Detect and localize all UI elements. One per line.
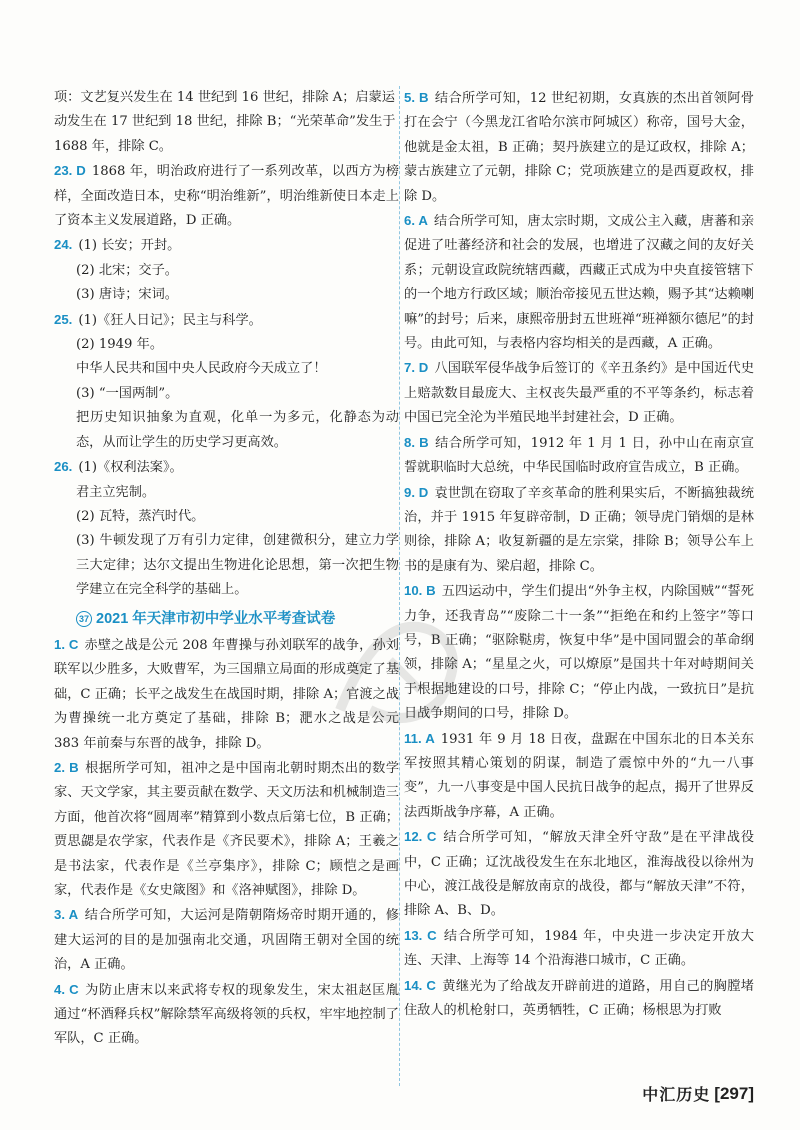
- question-number: 7. D: [404, 360, 429, 376]
- question-number: 1. C: [54, 636, 79, 652]
- answer-text: 1931 年 9 月 18 日夜，盘踞在中国东北的日本关东军按照其精心策划的阴谋，制造了震惊中外的“九一八事变”，九一八事变是中国人民抗日战争的起点，揭开了世界反法西斯战争序幕，A 正确。: [404, 731, 754, 820]
- question-number: 3. A: [54, 907, 79, 923]
- answer-item: [404, 209, 754, 356]
- answer-sub-item: 君主立宪制。: [76, 484, 156, 500]
- answer-text: 为防止唐末以来武将专权的现象发生，宋太祖赵匡胤通过“杯酒释兵权”解除禁军高级将领的兵权，牢牢地控制了军队，C 正确。: [54, 982, 400, 1047]
- question-number: 25.: [54, 311, 73, 327]
- answer-item: [54, 455, 399, 480]
- answer-item: [54, 308, 399, 333]
- answer-text: (1) 长安；开封。: [78, 238, 181, 254]
- answer-line: 1688 年，排除 C。: [54, 138, 172, 154]
- answer-text: 黄继光为了给战友开辟前进的道路，用自己的胸膛堵住敌人的机枪射口，英勇牺牲，C 正确；杨根思为打败: [404, 978, 754, 1019]
- answer-item: [404, 356, 754, 430]
- question-number: 12. C: [404, 829, 437, 845]
- question-number: 14. C: [404, 977, 436, 993]
- page-number: [ 297 ]: [714, 1084, 754, 1104]
- answer-item: [54, 159, 399, 233]
- answer-text: 1868 年，明治政府进行了一系列改革，以西方为榜样，全面改造日本，史称“明治维新”，明治维新使日本走上了资本主义发展道路，D 正确。: [54, 164, 399, 229]
- answer-item: [404, 974, 754, 1024]
- question-number: 2. B: [54, 759, 79, 775]
- answer-text: 根据所学可知，祖冲之是中国南北朝时期杰出的数学家、天文学家，其主要贡献在数学、天文历法和机械制造三方面，他首次将“圆周率”精算到小数点后第七位，B 正确；贾思勰是农学家，代表作是《齐民要术》，排除 A；王羲之是书法家，代表作是《兰亭集序》，排除 C；顾恺之是画家，代表作是《女史箴图》和《洛神赋图》，排除 D。: [54, 760, 400, 898]
- answer-line: 动发生在 17 世纪到 18 世纪，排除 B；“光荣革命”发生于: [54, 114, 396, 130]
- answer-sub-item: (3) 牛顿发现了万有引力定律，创建微积分，建立力学三大定律；达尔文提出生物进化论思想，第一次把生物学建立在完全科学的基础上。: [76, 533, 399, 598]
- question-number: 24.: [54, 237, 73, 253]
- answer-item: [54, 978, 399, 1052]
- question-number: 11. A: [404, 730, 435, 746]
- question-number: 13. C: [404, 927, 437, 943]
- answer-sub-item: (2) 瓦特，蒸汽时代。: [76, 508, 205, 524]
- answer-item: [404, 481, 754, 580]
- answer-line: 项：文艺复兴发生在 14 世纪到 16 世纪，排除 A；启蒙运: [54, 90, 395, 105]
- answer-text: 结合所学可知，唐太宗时期，文成公主入藏，唐蕃和亲促进了吐蕃经济和社会的发展，也增进了汉藏之间的友好关系；元朝设宣政院统辖西藏，西藏正式成为中央直接管辖下的一个地方行政区域；顺治帝接见五世达赖，赐予其“达赖喇嘛”的封号；后来，康熙帝册封五世班禅“班禅额尔德尼”的封号。由此可知，与表格内容均相关的是西藏，A 正确。: [404, 214, 755, 352]
- question-number: 10. B: [404, 583, 436, 599]
- answer-text: 八国联军侵华战争后签订的《辛丑条约》是中国近代史上赔款数目最庞大、主权丧失最严重的不平等条约，标志着中国已完全沦为半殖民地半封建社会，D 正确。: [404, 361, 755, 426]
- left-column: [54, 86, 399, 1052]
- question-number: 26.: [54, 459, 73, 475]
- question-number: 5. B: [404, 90, 429, 105]
- right-column: [404, 86, 754, 1023]
- answer-sub-item: (3) “一国两制”。: [76, 385, 179, 401]
- answer-text: 五四运动中，学生们提出“外争主权，内除国贼”“誓死力争，还我青岛”“废除二十一条”“拒绝在和约上签字”等口号，B 正确；“驱除鞑虏，恢复中华”是中国同盟会的革命纲领，排除 A；“星星之火，可以燎原”是国共十年对峙期间关于根据地建设的口号，排除 C；“停止内战，一致抗日”是抗日战争期间的口号，排除 D。: [404, 584, 754, 722]
- answer-sub-item: (2) 北宋；交子。: [76, 262, 178, 278]
- answer-text: (1)《狂人日记》；民主与科学。: [78, 312, 262, 328]
- section-number-icon: 37: [76, 611, 92, 627]
- answer-sub-item: (3) 唐诗；宋词。: [76, 287, 178, 303]
- question-number: 23. D: [54, 163, 86, 179]
- answer-text: 结合所学可知，1984 年，中央进一步决定开放大连、天津、上海等 14 个沿海港口城市，C 正确。: [404, 928, 754, 969]
- answer-sub-item: 中华人民共和国中央人民政府今天成立了！: [76, 361, 327, 377]
- question-number: 6. A: [404, 213, 428, 229]
- answer-item: [404, 825, 754, 924]
- answer-item: [54, 633, 399, 756]
- question-number: 9. D: [404, 484, 429, 500]
- answer-text: 结合所学可知，12 世纪初期，女真族的杰出首领阿骨打在会宁（今黑龙江省哈尔滨市阿城区）称帝，国号大金，他就是金太祖，B 正确；契丹族建立的是辽政权，排除 A；蒙古族建立了元朝，排除 C；党项族建立的是西夏政权，排除 D。: [404, 91, 754, 204]
- answer-item: [404, 86, 754, 209]
- answer-item: [404, 924, 754, 974]
- continued-answer-text: [54, 86, 399, 159]
- answer-item: [54, 756, 399, 903]
- answer-text: 赤壁之战是公元 208 年曹操与孙刘联军的战争，孙刘联军以少胜多，大败曹军，为三国鼎立局面的形成奠定了基础，C 正确；长平之战发生在战国时期，排除 A；官渡之战为曹操统一北方奠定了基础，排除 B；淝水之战是公元 383 年前秦与东晋的战争，排除 D。: [54, 637, 399, 751]
- exam-section-title: [54, 607, 399, 631]
- section-title-text: 2021 年天津市初中学业水平考查试卷: [96, 610, 336, 627]
- answer-item: [54, 233, 399, 258]
- column-divider: [399, 86, 400, 1086]
- page-footer: [642, 1082, 754, 1105]
- answer-text: 结合所学可知，1912 年 1 月 1 日，孙中山在南京宣誓就职临时大总统，中华民国临时政府宣告成立，B 正确。: [404, 435, 754, 476]
- question-number: 8. B: [404, 434, 429, 450]
- answer-sub-item: 把历史知识抽象为直观，化单一为多元，化静态为动态，从而让学生的历史学习更高效。: [76, 410, 399, 450]
- footer-book-label: 中汇历史: [642, 1087, 711, 1104]
- answer-item: [404, 579, 754, 726]
- answer-text: (1)《权利法案》。: [78, 460, 183, 476]
- answer-text: 袁世凯在窃取了辛亥革命的胜利果实后，不断搞独裁统治，并于 1915 年复辟帝制，D 正确；领导虎门销烟的是林则徐，排除 A；收复新疆的是左宗棠，排除 B；领导公车上书的是康有为、梁启超，排除 C。: [404, 485, 755, 574]
- answer-item: [404, 727, 754, 826]
- question-number: 4. C: [54, 981, 79, 997]
- answer-text: 结合所学可知，大运河是隋朝隋炀帝时期开通的，修建大运河的目的是加强南北交通，巩固隋王朝对全国的统治，A 正确。: [54, 908, 399, 973]
- answer-text: 结合所学可知，“解放天津全歼守敌”是在平津战役中，C 正确；辽沈战役发生在东北地区，淮海战役以徐州为中心，渡江战役是解放南京的战役，都与“解放天津”不符，排除 A、B、D。: [404, 830, 755, 919]
- answer-sub-item: (2) 1949 年。: [76, 337, 163, 353]
- answer-item: [404, 431, 754, 481]
- answer-item: [54, 903, 399, 977]
